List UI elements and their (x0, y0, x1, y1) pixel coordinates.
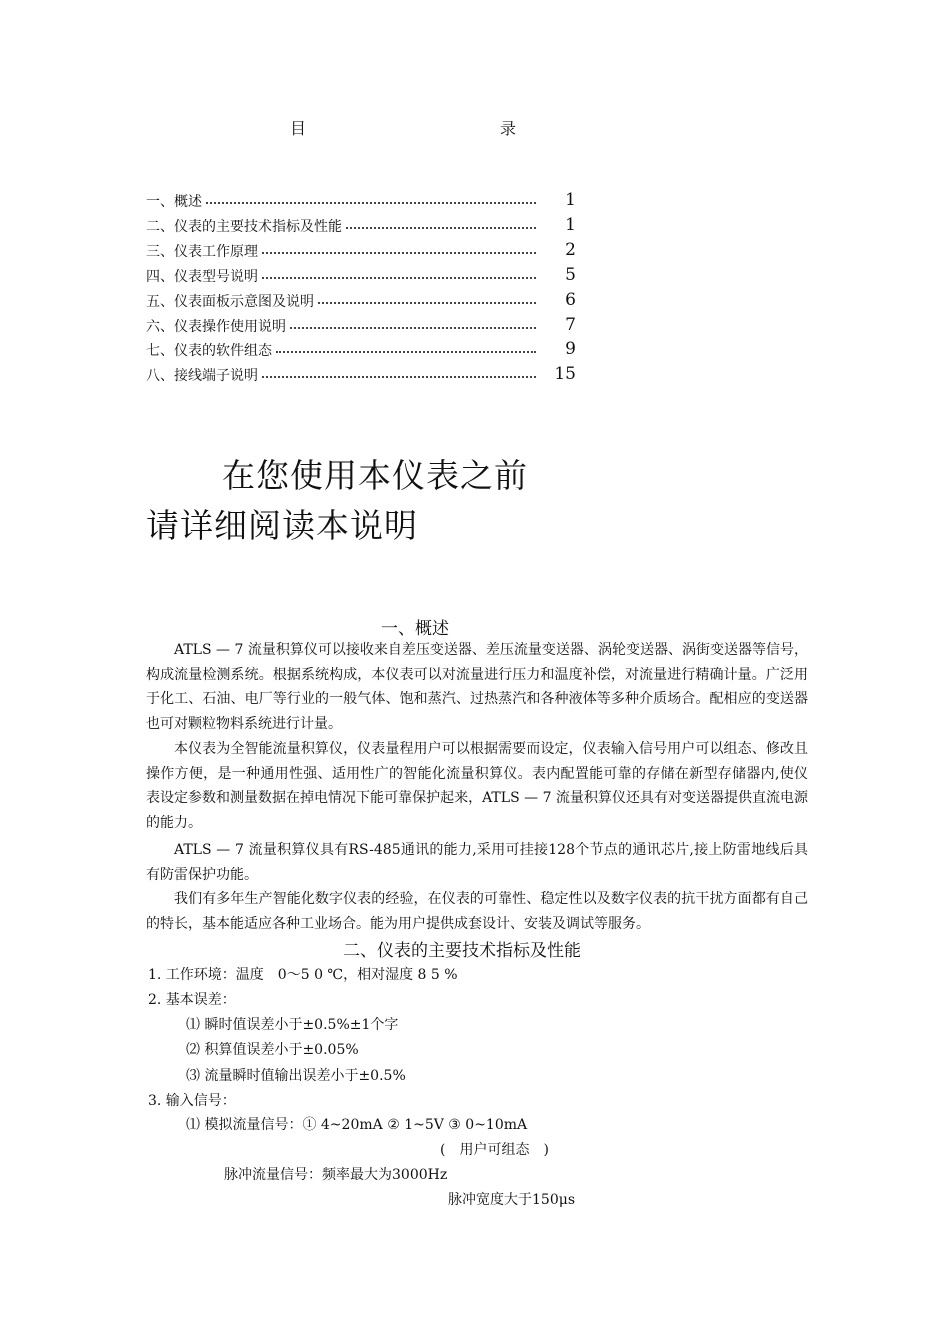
spec-basic-error: 2. 基本误差： (148, 992, 236, 1008)
toc-leader-dots (206, 202, 536, 204)
notice-line-1: 在您使用本仪表之前 (222, 456, 528, 495)
toc-item (146, 241, 576, 263)
section2-title: 二、仪表的主要技术指标及性能 (343, 941, 581, 961)
toc-item-label: 二、仪表的主要技术指标及性能 (146, 218, 342, 235)
toc-item-page: 5 (565, 264, 576, 285)
toc-item-page: 1 (565, 214, 576, 235)
toc-item-page: 15 (554, 364, 576, 385)
toc-item (146, 316, 576, 338)
toc-leader-dots (346, 227, 536, 229)
toc-item-label: 五、仪表面板示意图及说明 (146, 293, 314, 310)
toc-item-label: 八、接线端子说明 (146, 368, 258, 385)
section1-paragraph-3: ATLS — 7 流量积算仪具有RS-485通讯的能力,采用可挂接128个节点的通讯芯片,接上防雷地线后具有防雷保护功能。 (146, 842, 808, 883)
spec-error-total: ⑵ 积算值误差小于±0.05% (186, 1042, 359, 1058)
toc-item-page: 6 (565, 289, 576, 310)
toc-item (146, 291, 576, 313)
spec-configurable-note: ( 用户可组态 ) (440, 1142, 549, 1158)
spec-analog-signal: ⑴ 模拟流量信号：① 4~20mA ② 1~5V ③ 0~10mA (186, 1117, 528, 1133)
section1-paragraph-1: ATLS — 7 流量积算仪可以接收来自差压变送器、差压流量变送器、涡轮变送器、涡街变送器等信号，构成流量检测系统。根据系统构成，本仪表可以对流量进行压力和温度补偿，对流量进行精确计量。广泛用于化工、石油、电厂等行业的一般气体、饱和蒸汽、过热蒸汽和各种液体等多种介质场合。配相应的变送器也可对颗粒物料系统进行计量。 (146, 642, 808, 732)
spec-error-instant: ⑴ 瞬时值误差小于±0.5%±1个字 (186, 1017, 399, 1033)
spec-error-output: ⑶ 流量瞬时值输出误差小于±0.5% (186, 1068, 406, 1084)
toc-item-label: 三、仪表工作原理 (146, 243, 258, 260)
toc-title-left: 目 (290, 119, 307, 138)
section1-paragraph-4: 我们有多年生产智能化数字仪表的经验，在仪表的可靠性、稳定性以及数字仪表的抗干扰方面都有自己的特长，基本能适应各种工业场合。能为用户提供成套设计、安装及调试等服务。 (146, 891, 808, 932)
toc-item-page: 2 (565, 239, 576, 260)
toc-item-label: 七、仪表的软件组态 (146, 343, 272, 360)
toc-leader-dots (290, 327, 536, 329)
toc-leader-dots (262, 376, 536, 378)
toc-leader-dots (262, 277, 536, 279)
toc-item (146, 191, 576, 213)
notice-line-2: 请详细阅读本说明 (146, 506, 418, 545)
spec-input-signal: 3. 输入信号： (148, 1093, 236, 1109)
toc-title-right: 录 (500, 119, 517, 138)
section1-paragraph-2: 本仪表为全智能流量积算仪，仪表量程用户可以根据需要而设定，仪表输入信号用户可以组态、修改且操作方便，是一种通用性强、适用性广的智能化流量积算仪。表内配置能可靠的存储在新型存储器内,使仪表设定参数和测量数据在掉电情况下能可靠保护起来，ATLS — 7 流量积算仪还具有对变送器提供直流电源的能力。 (146, 741, 808, 831)
toc-leader-dots (318, 302, 536, 304)
toc-leader-dots (276, 351, 536, 353)
toc-item-label: 四、仪表型号说明 (146, 268, 258, 285)
toc-item-label: 一、概述 (146, 194, 202, 210)
toc-leader-dots (262, 252, 536, 254)
toc-item-label: 六、仪表操作使用说明 (146, 318, 286, 335)
spec-pulse-signal: 脉冲流量信号：频率最大为3000Hz (224, 1167, 448, 1183)
toc-item (146, 365, 576, 387)
toc-item-page: 9 (565, 339, 576, 360)
toc-item (146, 266, 576, 288)
spec-pulse-width: 脉冲宽度大于150μs (448, 1192, 576, 1208)
spec-environment: 1. 工作环境：温度 0～5 0 ℃，相对湿度 8 5 % (148, 967, 458, 983)
toc-item (146, 340, 576, 362)
toc-item-page: 7 (565, 314, 576, 335)
toc-item-page: 1 (565, 190, 576, 210)
toc-item (146, 216, 576, 238)
section1-title: 一、概述 (381, 619, 449, 639)
